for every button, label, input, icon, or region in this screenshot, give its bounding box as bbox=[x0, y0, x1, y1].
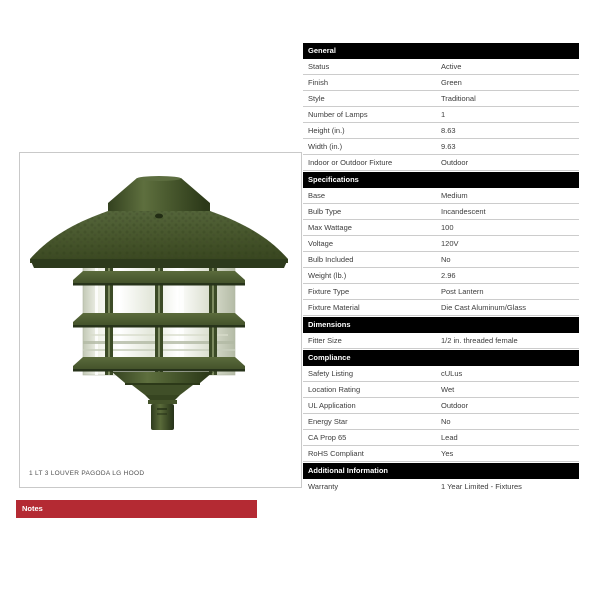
section-header: Additional Information bbox=[303, 463, 579, 479]
spec-row bbox=[303, 220, 579, 236]
pagoda-hood bbox=[30, 176, 288, 268]
spec-row bbox=[303, 75, 579, 91]
spec-panel bbox=[303, 43, 579, 496]
spec-label: Warranty bbox=[308, 482, 339, 491]
spec-label: Fixture Type bbox=[308, 287, 350, 296]
spec-row bbox=[303, 139, 579, 155]
section-header: Dimensions bbox=[303, 317, 579, 333]
spec-value: Traditional bbox=[441, 94, 476, 103]
spec-row bbox=[303, 430, 579, 446]
spec-label: Width (in.) bbox=[308, 142, 343, 151]
spec-value: Yes bbox=[441, 449, 454, 458]
spec-label: Max Wattage bbox=[308, 223, 352, 232]
spec-label: UL Application bbox=[308, 401, 356, 410]
spec-row bbox=[303, 382, 579, 398]
spec-section bbox=[303, 463, 579, 495]
spec-label: CA Prop 65 bbox=[308, 433, 347, 442]
spec-row bbox=[303, 123, 579, 139]
spec-row bbox=[303, 366, 579, 382]
notes-section-header: Notes bbox=[16, 500, 257, 518]
spec-label: Fitter Size bbox=[308, 336, 342, 345]
spec-value: Outdoor bbox=[441, 158, 469, 167]
product-image-box bbox=[19, 152, 302, 488]
spec-row bbox=[303, 414, 579, 430]
spec-value: Green bbox=[441, 78, 462, 87]
spec-row bbox=[303, 398, 579, 414]
spec-row bbox=[303, 479, 579, 495]
spec-label: Bulb Type bbox=[308, 207, 342, 216]
spec-label: Voltage bbox=[308, 239, 334, 248]
spec-value: Active bbox=[441, 62, 462, 71]
spec-row bbox=[303, 300, 579, 316]
spec-row bbox=[303, 107, 579, 123]
spec-section bbox=[303, 350, 579, 462]
spec-value: Lead bbox=[441, 433, 458, 442]
spec-label: Finish bbox=[308, 78, 329, 87]
spec-value: cULus bbox=[441, 369, 463, 378]
spec-label: Number of Lamps bbox=[308, 110, 368, 119]
spec-value: Medium bbox=[441, 191, 468, 200]
spec-value: 2.96 bbox=[441, 271, 456, 280]
spec-value: No bbox=[441, 417, 451, 426]
spec-row bbox=[303, 252, 579, 268]
spec-value: 120V bbox=[441, 239, 459, 248]
spec-value: Die Cast Aluminum/Glass bbox=[441, 303, 527, 312]
spec-value: 8.63 bbox=[441, 126, 456, 135]
spec-row bbox=[303, 155, 579, 171]
spec-label: Style bbox=[308, 94, 325, 103]
spec-value: 1/2 in. threaded female bbox=[441, 336, 518, 345]
spec-row bbox=[303, 446, 579, 462]
spec-value: 1 bbox=[441, 110, 446, 119]
spec-label: Location Rating bbox=[308, 385, 361, 394]
spec-value: 9.63 bbox=[441, 142, 456, 151]
spec-row bbox=[303, 236, 579, 252]
spec-label: Weight (lb.) bbox=[308, 271, 347, 280]
section-header: Compliance bbox=[303, 350, 579, 366]
spec-section bbox=[303, 43, 579, 171]
spec-value: Post Lantern bbox=[441, 287, 484, 296]
spec-row bbox=[303, 333, 579, 349]
spec-label: Status bbox=[308, 62, 330, 71]
spec-value: 1 Year Limited - Fixtures bbox=[441, 482, 522, 491]
section-header: Specifications bbox=[303, 172, 579, 188]
spec-label: Indoor or Outdoor Fixture bbox=[308, 158, 393, 167]
spec-label: Energy Star bbox=[308, 417, 348, 426]
spec-label: Safety Listing bbox=[308, 369, 354, 378]
spec-row bbox=[303, 59, 579, 75]
product-image-pagoda-light bbox=[20, 153, 299, 485]
spec-value: 100 bbox=[441, 223, 454, 232]
spec-row bbox=[303, 188, 579, 204]
spec-row bbox=[303, 204, 579, 220]
spec-value: Wet bbox=[441, 385, 455, 394]
spec-section bbox=[303, 317, 579, 349]
spec-label: Height (in.) bbox=[308, 126, 345, 135]
spec-label: Base bbox=[308, 191, 326, 200]
product-image-caption: 1 LT 3 LOUVER PAGODA LG HOOD bbox=[29, 470, 145, 477]
spec-value: Outdoor bbox=[441, 401, 469, 410]
section-header: General bbox=[303, 43, 579, 59]
spec-section bbox=[303, 172, 579, 316]
spec-label: Bulb Included bbox=[308, 255, 354, 264]
spec-row bbox=[303, 284, 579, 300]
spec-label: Fixture Material bbox=[308, 303, 360, 312]
spec-value: No bbox=[441, 255, 451, 264]
spec-value: Incandescent bbox=[441, 207, 486, 216]
spec-row bbox=[303, 91, 579, 107]
fixture-base bbox=[112, 372, 213, 430]
spec-row bbox=[303, 268, 579, 284]
spec-label: RoHS Compliant bbox=[308, 449, 364, 458]
